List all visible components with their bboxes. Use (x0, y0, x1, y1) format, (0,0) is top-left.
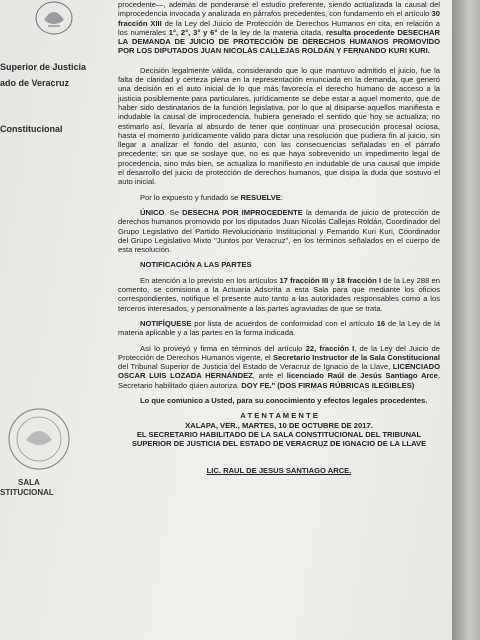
text-span: : (280, 192, 283, 202)
sala-constitucional-seal-icon (4, 404, 74, 474)
text-span: por lista de acuerdos de conformidad con el artículo (191, 318, 377, 328)
seal-label (0, 478, 54, 498)
text-span: . Se (164, 207, 183, 217)
paragraph-notification (118, 276, 440, 313)
paragraph-resuelve (118, 193, 440, 202)
text-span: Por lo expuesto y fundado se (140, 192, 241, 202)
text-span: de la Ley del Juicio de Protección de Derechos Humanos en cita, en relación a los numerales (118, 18, 440, 37)
text-span: de la ley de la materia citada, (217, 27, 326, 37)
coat-of-arms-seal-icon (30, 0, 78, 48)
header-court-line-2: ado de Veracruz (0, 78, 70, 88)
paragraph-resolution-basis (118, 0, 440, 56)
seal-label-line-1: SALA (18, 478, 40, 487)
text-span: , de la Ley del Juicio de Protección de Derechos Humanos vigente, el (118, 343, 440, 362)
paragraph-notifiquese (118, 319, 440, 338)
paragraph-communication: Lo que comunico a Usted, para su conocimiento y efectos legales procedentes. (140, 395, 428, 405)
text-span: de la Ley 288 en comento, se comisiona a la Actuaria Adscrita a esta Sala para que mediante los oficios correspondientes, notifique el presente auto tanto a las autoridades responsables como a los terceros interesados, y personalmente a las partes agraviadas de que se trata. (118, 275, 440, 313)
text-span: , ante el (252, 371, 287, 381)
paragraph-legal-decision: Decisión legalmente válida, considerando que lo que mantuvo admitido el juicio, fue la falta de claridad y certeza plena en la representación enunciada en la demanda, que generó una decisión en el auto inicial de lo que más favorecía el derecho humano de acceso a la justicia posiblemente para particulares, jurídicamente se debe estar a aquel momento, que de haber sido destinatarios de la función legislativa, por lo que al disiparse aquellos manifiesta e indudable la causal de improcedencia, hubiera generado el sentido que hoy se actualiza; no estimarlo así, llevaría al absurdo de tener que continuar una prosecución procesal ociosa, hasta el momento jurídicamente válido para dictar una resolución que pudiera fin al juicio, sin llegar a analizar el fondo del asunto, con las consecuencias señaladas en el párrafo precedente; sin que se soslaye que, no es que haya sobrevenido un impedimento legal de procedencia, sino más bien, se actualiza lo manifiesto en indudable de una causal que impide el desarrollo del juicio de protección de derechos humanos, que disipa la duda que sostuvo el auto inicial. (118, 65, 440, 187)
text-span: ÚNICO (140, 207, 165, 217)
header-court-line-3: Constitucional (0, 124, 63, 134)
header-court-line-1: Superior de Justicia (0, 62, 87, 72)
text-span: de la Ley de la materia aplicable y a las partes en la forma indicada. (118, 318, 440, 338)
text-span: Así lo proveyó y firma en términos del artículo (140, 343, 306, 353)
text-span: 17 fracción III (279, 275, 329, 285)
section-heading-notification: NOTIFICACIÓN A LAS PARTES (140, 260, 252, 270)
text-span: DESECHA POR IMPROCEDENTE (182, 207, 303, 217)
text-span: En atención a lo previsto en los artículos (140, 275, 280, 285)
text-span: procedente—, además de ponderarse el estudio preferente, siendo actualizada la causal del improcedencia invocada y analizada en párrafos precedentes, con fundamento en el artículo (118, 0, 440, 19)
signature-name: LIC. RAUL DE JESUS SANTIAGO ARCE. (206, 466, 352, 476)
closing-secretary-title: EL SECRETARIO HABILITADO DE LA SALA CONSTITUCIONAL DEL TRIBUNAL SUPERIOR DE JUSTICIA DEL ESTADO DE VERACRUZ DE IGNACIO DE LA LLAVE (131, 429, 427, 449)
seal-label-line-2: STITUCIONAL (0, 488, 54, 497)
document-body (118, 0, 440, 482)
paragraph-unico (118, 208, 440, 254)
text-span: la demanda de juicio de protección de derechos humanos promovido por los diputados Juan Nicolás Callejas Roldán, Coordinador del Grupo Legislativo del Partido Revolucionario Institucional y Fernando Kuri Kuri, Coordinador del Grupo Legislativo Mixto "Juntos por Veracruz", en los términos señalados en el cuerpo de esta resolución. (118, 207, 440, 255)
text-span: 30 fracción XIII (118, 9, 440, 28)
text-span: NOTIFÍQUESE (140, 318, 192, 328)
paragraph-signing (118, 344, 440, 390)
text-span: 18 fracción I (336, 275, 382, 285)
text-span: Secretario Instructor de la Sala Constitucional (272, 352, 440, 362)
text-span: resulta procedente DESECHAR LA DEMANDA DE JUICIO DE PROTECCIÓN DE DERECHOS HUMANOS PROMOVIDO POR LOS DIPUTADOS JUAN NICOLÁS CALLEJAS ROLDÁN Y FERNANDO KURI KURI. (118, 27, 440, 56)
text-span: 1°, 2°, 3° y 6° (168, 27, 218, 37)
background-edge (452, 0, 480, 640)
text-span: RESUELVE (240, 192, 281, 202)
text-span: licenciado Raúl de Jesús Santiago Arce (286, 371, 438, 381)
text-span: del Tribunal Superior de Justicia del Estado de Veracruz de Ignacio de la Llave, (118, 362, 393, 372)
text-span: 16 (376, 318, 386, 328)
text-span: 22, fracción I (305, 343, 355, 353)
text-span: DOY FE." (DOS FIRMAS RÚBRICAS ILEGIBLES) (241, 380, 415, 390)
text-span: , Secretario habilitado quien autoriza. (118, 371, 440, 390)
text-span: LICENCIADO OSCAR LUIS LOZADA HERNÁNDEZ (118, 362, 440, 381)
closing-atentamente: A T E N T A M E N T E (240, 411, 318, 421)
closing-place-date: XALAPA, VER., MARTES, 10 DE OCTUBRE DE 2017. (185, 420, 373, 430)
text-span: y (328, 275, 337, 285)
